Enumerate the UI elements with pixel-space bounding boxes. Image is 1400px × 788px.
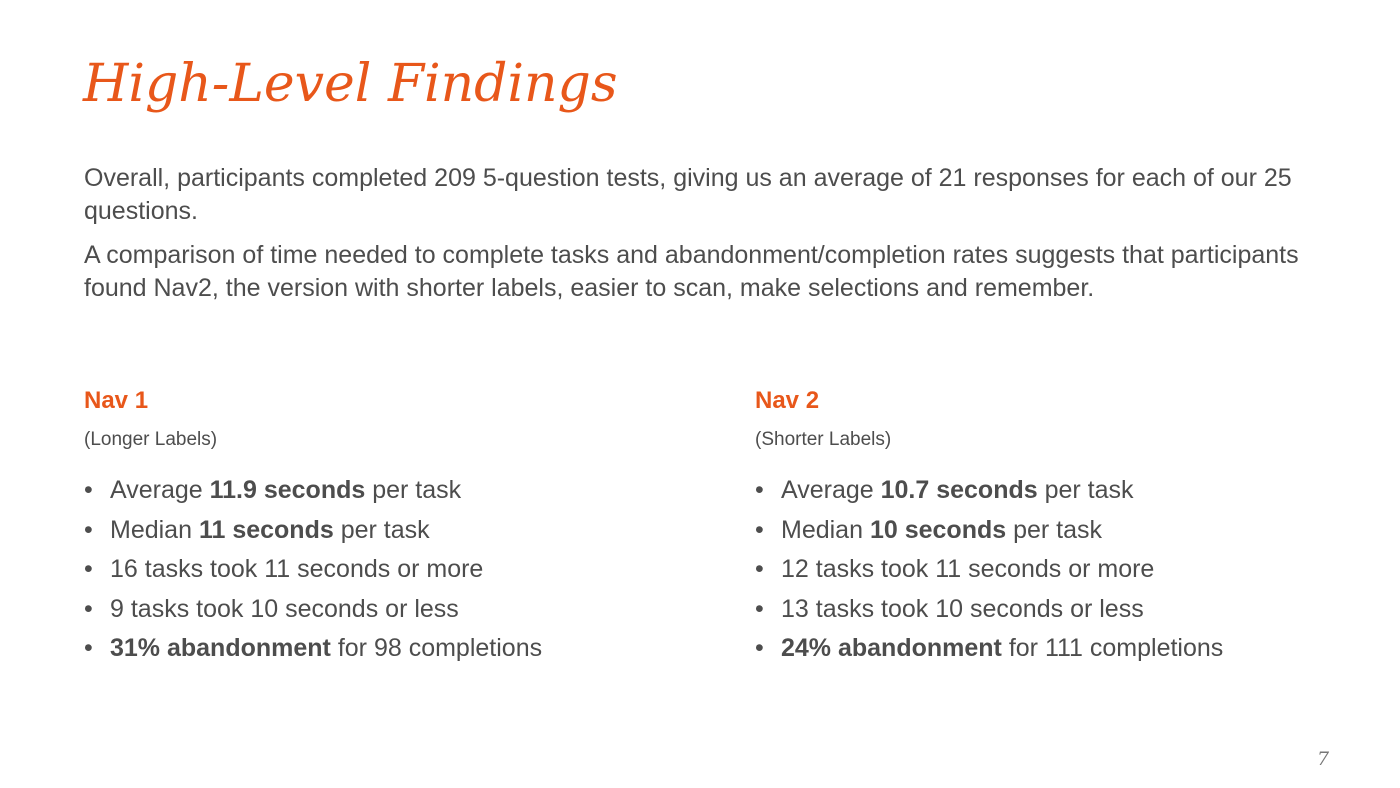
- slide-title: High-Level Findings: [83, 54, 618, 114]
- bullet-item: • 24% abandonment for 111 completions: [755, 629, 1375, 669]
- bullet-icon: •: [755, 594, 764, 623]
- bullet-item: • 16 tasks took 11 seconds or more: [84, 550, 704, 590]
- bullet-item: • 13 tasks took 10 seconds or less: [755, 590, 1375, 630]
- bullet-icon: •: [755, 476, 764, 504]
- nav2-bullet-list: [755, 471, 1375, 669]
- intro-text: [84, 162, 1314, 316]
- nav1-subtitle: (Longer Labels): [84, 429, 218, 450]
- bullet-icon: •: [84, 515, 93, 544]
- bullet-item: • 9 tasks took 10 seconds or less: [84, 590, 704, 630]
- page-number: 7: [1317, 748, 1330, 770]
- nav2-heading: Nav 2: [755, 387, 820, 414]
- bullet-icon: •: [84, 555, 93, 583]
- bullet-icon: •: [84, 634, 93, 662]
- nav1-heading: Nav 1: [84, 387, 149, 414]
- nav1-column: [84, 385, 704, 669]
- bullet-item: • 31% abandonment for 98 completions: [84, 629, 704, 669]
- bullet-icon: •: [84, 594, 93, 623]
- bullet-item: • Average 10.7 seconds per task: [755, 471, 1375, 511]
- bullet-item: • 12 tasks took 11 seconds or more: [755, 550, 1375, 590]
- intro-paragraph-2: A comparison of time needed to complete tasks and abandonment/completion rates suggests that participants found Nav2, the version with shorter labels, easier to scan, make selections and remember.: [84, 241, 1299, 302]
- bullet-item: • Median 11 seconds per task: [84, 511, 704, 551]
- nav2-column: [755, 385, 1375, 669]
- nav1-bullet-list: [84, 471, 704, 669]
- bullet-icon: •: [755, 515, 764, 544]
- bullet-item: • Median 10 seconds per task: [755, 511, 1375, 551]
- bullet-icon: •: [755, 634, 764, 662]
- bullet-icon: •: [755, 555, 764, 583]
- bullet-icon: •: [84, 476, 93, 504]
- bullet-item: • Average 11.9 seconds per task: [84, 471, 704, 511]
- intro-paragraph-1: Overall, participants completed 209 5-question tests, giving us an average of 21 responses for each of our 25 questions.: [84, 164, 1292, 225]
- nav2-subtitle: (Shorter Labels): [755, 429, 892, 450]
